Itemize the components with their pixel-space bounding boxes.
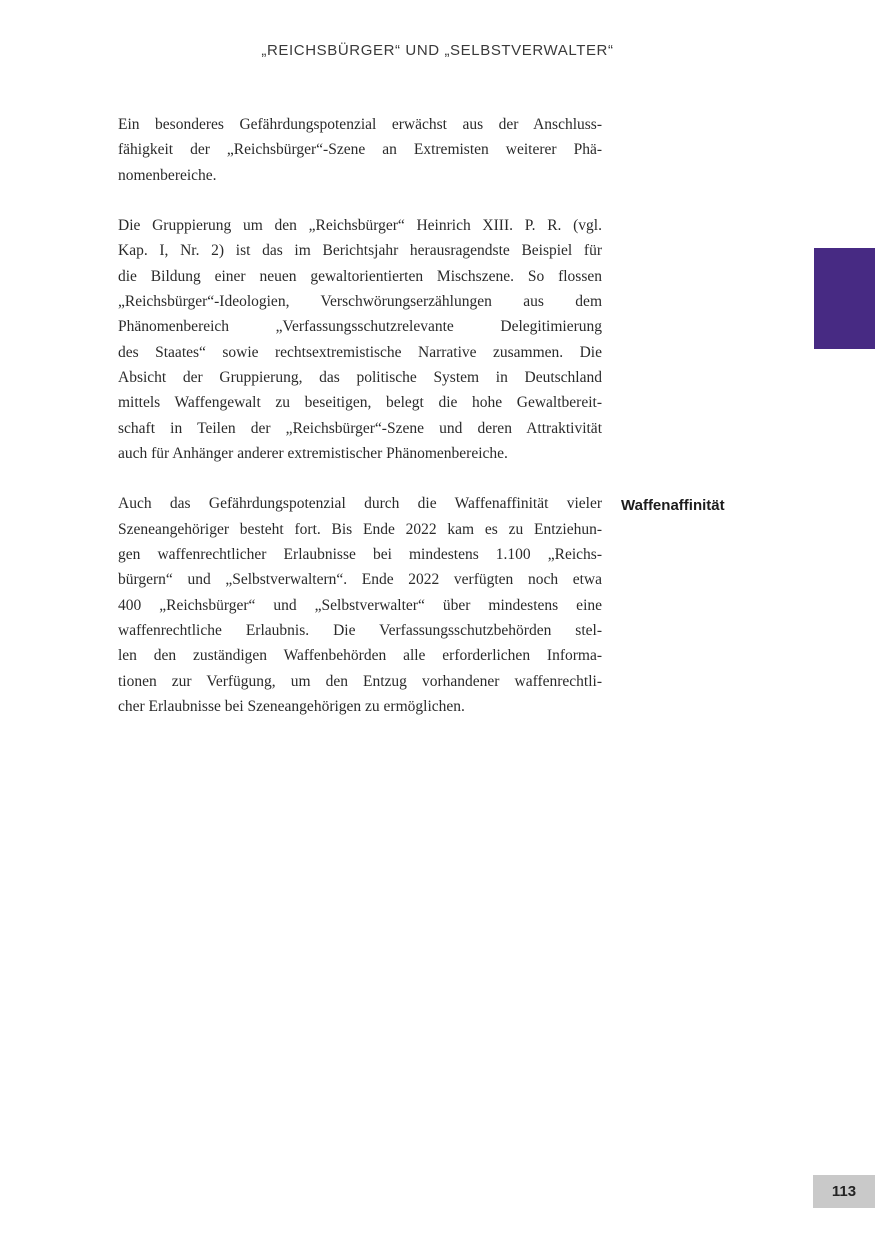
body-text-line: mittels Waffengewalt zu beseitigen, belegt die hohe Gewaltbereit- [118, 394, 602, 412]
body-text-line: cher Erlaubnisse bei Szeneangehörigen zu ermöglichen. [118, 697, 465, 715]
body-text-line: nomenbereiche. [118, 166, 217, 184]
body-text-line: „Reichsbürger“-Ideologien, Verschwörungserzählungen aus dem [118, 293, 602, 311]
body-text-line: Phänomenbereich „Verfassungsschutzrelevante Delegitimierung [118, 318, 602, 336]
body-text-column [118, 112, 602, 744]
body-text-line: fähigkeit der „Reichsbürger“-Szene an Extremisten weiterer Phä- [118, 141, 602, 159]
body-text-line: schaft in Teilen der „Reichsbürger“-Szene und deren Attraktivität [118, 419, 602, 437]
body-text-line: Absicht der Gruppierung, das politische System in Deutschland [118, 368, 602, 386]
margin-note: Waffenaffinität [621, 497, 725, 514]
body-text-line: die Bildung einer neuen gewaltorientierten Mischszene. So flossen [118, 267, 602, 285]
page-number-badge [813, 1175, 875, 1208]
body-text-line: Szeneangehöriger besteht fort. Bis Ende 2022 kam es zu Entziehun- [118, 520, 602, 538]
body-text-line: len den zuständigen Waffenbehörden alle erforderlichen Informa- [118, 647, 602, 665]
page-number: 113 [831, 1183, 857, 1200]
body-text-line: Auch das Gefährdungspotenzial durch die Waffenaffinität vieler [118, 495, 602, 513]
body-text-line: Kap. I, Nr. 2) ist das im Berichtsjahr herausragendste Beispiel für [118, 242, 602, 260]
body-text-line: Ein besonderes Gefährdungspotenzial erwächst aus der Anschluss- [118, 116, 602, 133]
body-text-line: bürgern“ und „Selbstverwaltern“. Ende 2022 verfügten noch etwa [118, 571, 602, 589]
body-text-line: des Staates“ sowie rechtsextremistische Narrative zusammen. Die [118, 343, 602, 361]
body-text-line: Die Gruppierung um den „Reichsbürger“ Heinrich XIII. P. R. (vgl. [118, 217, 602, 235]
running-header: „REICHSBÜRGER“ UND „SELBSTVERWALTER“ [261, 42, 614, 59]
chapter-thumb-tab [814, 248, 875, 349]
body-text-line: tionen zur Verfügung, um den Entzug vorhandener waffenrechtli- [118, 672, 602, 690]
paragraph [118, 112, 602, 188]
body-text-line: auch für Anhänger anderer extremistischer Phänomenbereiche. [118, 444, 508, 462]
body-text-line: gen waffenrechtlicher Erlaubnisse bei mindestens 1.100 „Reichs- [118, 546, 602, 564]
paragraph [118, 491, 602, 719]
body-text-line: 400 „Reichsbürger“ und „Selbstverwalter“ über mindestens eine [118, 596, 602, 614]
paragraph [118, 213, 602, 466]
body-text-line: waffenrechtliche Erlaubnis. Die Verfassungsschutzbehörden stel- [118, 621, 602, 639]
